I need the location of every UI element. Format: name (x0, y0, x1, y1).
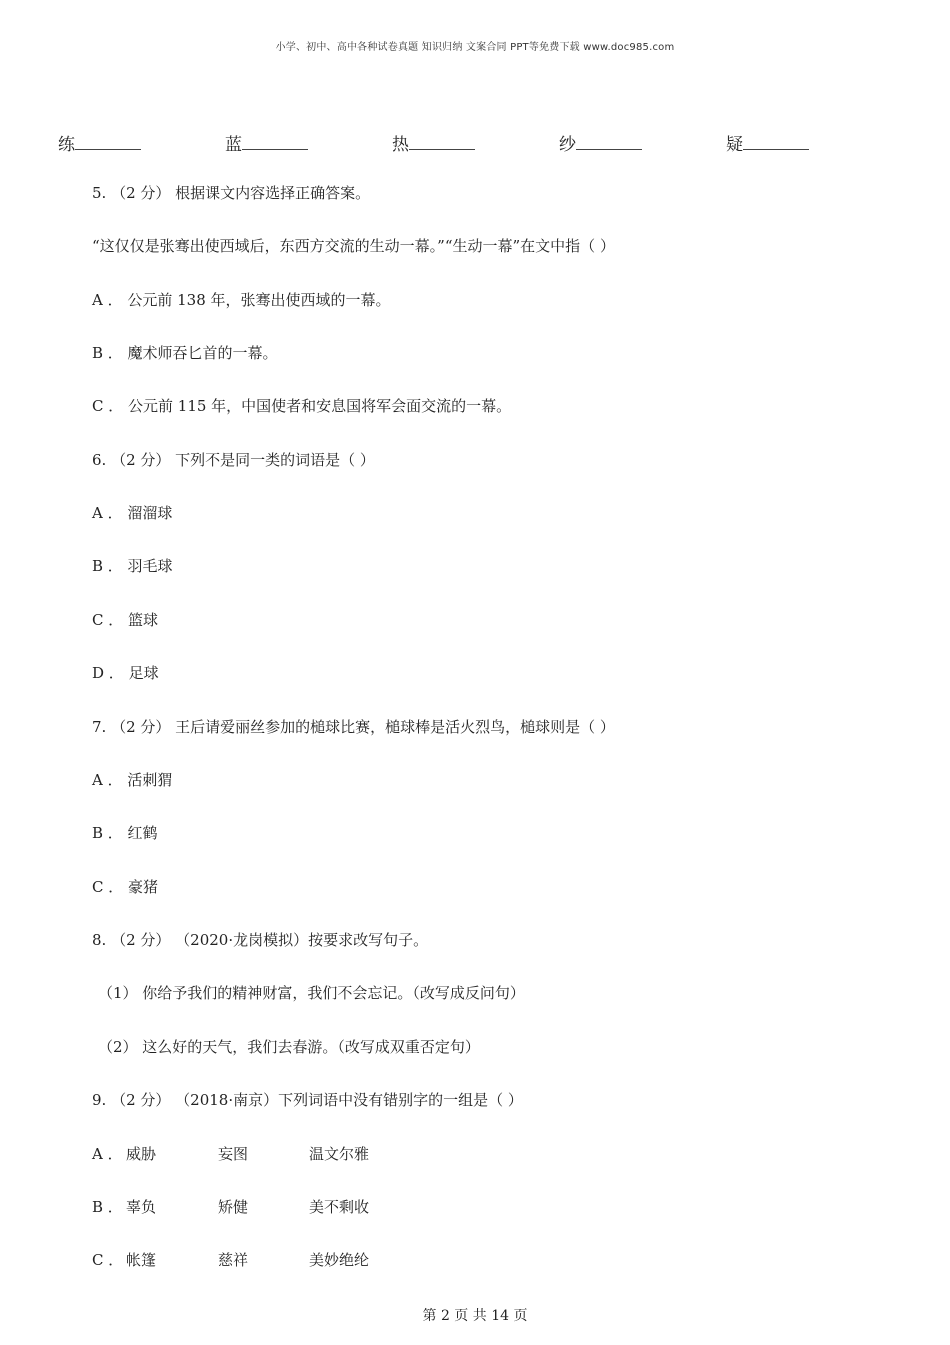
char-label: 纱 (559, 135, 576, 155)
q7-option-c[interactable]: C ． 豪猪 (92, 878, 159, 896)
q8-subquestion-1: （1） 你给予我们的精神财富，我们不会忘记。（改写成反问句） (98, 984, 525, 1002)
q6-option-a[interactable]: A ． 溜溜球 (92, 504, 173, 522)
q9-option-c[interactable] (92, 1250, 492, 1270)
char-item-3 (392, 134, 475, 156)
q7-option-a[interactable]: A ． 活刺猬 (92, 771, 173, 789)
q9-stem: 9. （2 分） （2018·南京）下列词语中没有错别字的一组是（ ） (92, 1091, 523, 1109)
q7-stem: 7. （2 分） 王后请爱丽丝参加的槌球比赛，槌球棒是活火烈鸟，槌球则是（ ） (92, 718, 615, 736)
q6-stem: 6. （2 分） 下列不是同一类的词语是（ ） (92, 451, 375, 469)
option-word-2: 妄图 (218, 1145, 249, 1163)
option-word-1: 帐篷 (126, 1251, 157, 1269)
q9-option-b[interactable] (92, 1197, 492, 1217)
q5-option-b[interactable]: B ． 魔术师吞匕首的一幕。 (92, 344, 278, 362)
q5-stem: 5. （2 分） 根据课文内容选择正确答案。 (92, 184, 371, 202)
option-word-2: 慈祥 (218, 1251, 249, 1269)
option-label: C ． (92, 1251, 124, 1269)
q8-stem: 8. （2 分） （2020·龙岗模拟）按要求改写句子。 (92, 931, 429, 949)
page-footer: 第 2 页 共 14 页 (422, 1308, 528, 1324)
option-word-1: 威胁 (126, 1145, 157, 1163)
char-label: 疑 (726, 135, 743, 155)
q9-option-a[interactable] (92, 1144, 492, 1164)
page-header: 小学、初中、高中各种试卷真题 知识归纳 文案合同 PPT等免费下载 www.doc985.com (275, 42, 675, 53)
option-word-3: 温文尔雅 (309, 1145, 370, 1163)
char-label: 练 (58, 135, 75, 155)
answer-blank[interactable] (242, 135, 308, 150)
char-item-2 (225, 134, 308, 156)
character-blank-row (58, 134, 838, 158)
q8-subquestion-2: （2） 这么好的天气，我们去春游。（改写成双重否定句） (98, 1038, 480, 1056)
q6-option-c[interactable]: C ． 篮球 (92, 611, 159, 629)
option-label: A ． (92, 1145, 123, 1163)
answer-blank[interactable] (743, 135, 809, 150)
char-label: 蓝 (225, 135, 242, 155)
option-word-3: 美妙绝纶 (309, 1251, 370, 1269)
q6-option-b[interactable]: B ． 羽毛球 (92, 557, 173, 575)
option-word-1: 辜负 (126, 1198, 157, 1216)
answer-blank[interactable] (75, 135, 141, 150)
answer-blank[interactable] (409, 135, 475, 150)
q5-quote: “这仅仅是张骞出使西域后，东西方交流的生动一幕。”“生动一幕”在文中指（ ） (92, 237, 615, 255)
char-label: 热 (392, 135, 409, 155)
q6-option-d[interactable]: D ． 足球 (92, 664, 159, 682)
char-item-4 (559, 134, 642, 156)
char-item-5 (726, 134, 809, 156)
answer-blank[interactable] (576, 135, 642, 150)
q7-option-b[interactable]: B ． 红鹤 (92, 824, 158, 842)
char-item-1 (58, 134, 141, 156)
option-word-3: 美不剩收 (309, 1198, 370, 1216)
q5-option-a[interactable]: A ． 公元前 138 年，张骞出使西域的一幕。 (92, 291, 391, 309)
q5-option-c[interactable]: C ． 公元前 115 年，中国使者和安息国将军会面交流的一幕。 (92, 397, 512, 415)
option-label: B ． (92, 1198, 123, 1216)
option-word-2: 矫健 (218, 1198, 249, 1216)
